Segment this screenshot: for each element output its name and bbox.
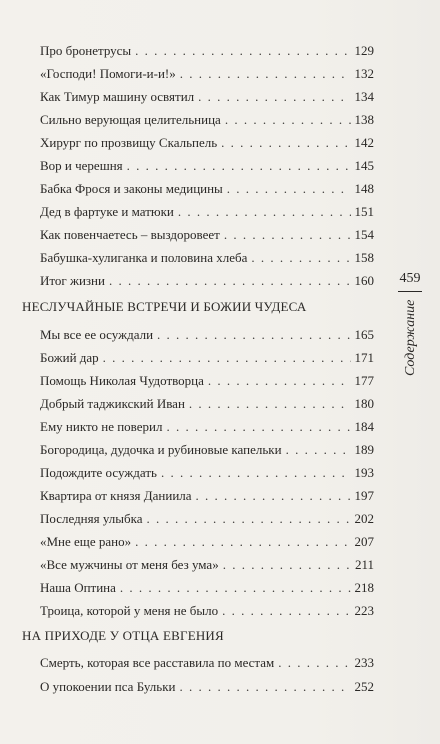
toc-entry[interactable]: [40, 600, 374, 622]
toc-entry[interactable]: [40, 416, 374, 438]
dot-leader: [251, 247, 350, 269]
entry-title: Ему никто не поверил: [40, 419, 163, 434]
entry-page: 218: [354, 580, 374, 595]
toc-entry[interactable]: [40, 485, 374, 507]
dot-leader: [198, 86, 350, 108]
toc-entry[interactable]: [40, 439, 374, 461]
dot-leader: [222, 600, 350, 622]
dot-leader: [135, 531, 350, 553]
section-heading: НА ПРИХОДЕ У ОТЦА ЕВГЕНИЯ: [22, 628, 224, 643]
entry-title: Подождите осуждать: [40, 465, 157, 480]
entry-page: 207: [354, 534, 374, 549]
dot-leader: [225, 109, 351, 131]
entry-page: 184: [354, 419, 374, 434]
entry-page: 145: [354, 158, 374, 173]
entry-page: 148: [354, 181, 374, 196]
toc-entry[interactable]: [40, 155, 374, 177]
entry-title: Помощь Николая Чудотворца: [40, 373, 204, 388]
entry-title: Сильно верующая целительница: [40, 112, 221, 127]
toc-entry[interactable]: [40, 652, 374, 674]
entry-page: 197: [354, 488, 374, 503]
entry-page: 134: [354, 89, 374, 104]
entry-title: Наша Оптина: [40, 580, 116, 595]
toc-entry[interactable]: [40, 508, 374, 530]
toc-entry[interactable]: [40, 63, 374, 85]
entry-title: Троица, которой у меня не было: [40, 603, 219, 618]
entry-page: 189: [354, 442, 374, 457]
dot-leader: [135, 40, 350, 62]
toc-entry[interactable]: [40, 178, 374, 200]
dot-leader: [127, 155, 351, 177]
entry-page: 165: [354, 327, 374, 342]
entry-page: 171: [354, 350, 374, 365]
entry-page: 202: [354, 511, 374, 526]
toc-entry[interactable]: [40, 201, 374, 223]
dot-leader: [227, 178, 351, 200]
entry-title: Смерть, которая все расставила по местам: [40, 655, 275, 670]
entry-page: 138: [354, 112, 374, 127]
entry-title: Мы все ее осуждали: [40, 327, 154, 342]
toc-entry[interactable]: [40, 370, 374, 392]
toc-entry[interactable]: [40, 324, 374, 346]
dot-leader: [224, 224, 351, 246]
dot-leader: [223, 554, 351, 576]
entry-title: Дед в фартуке и матюки: [40, 204, 174, 219]
entry-page: 252: [354, 679, 374, 694]
entry-page: 142: [354, 135, 374, 150]
dot-leader: [189, 393, 351, 415]
running-head: Содержание: [403, 300, 418, 377]
entry-page: 233: [354, 655, 374, 670]
dot-leader: [157, 324, 350, 346]
entry-title: Добрый таджикский Иван: [40, 396, 185, 411]
entry-title: Бабка Фрося и законы медицины: [40, 181, 223, 196]
toc-entry[interactable]: [40, 393, 374, 415]
toc-entry[interactable]: [40, 676, 374, 698]
toc-entry[interactable]: [40, 247, 374, 269]
entry-title: Квартира от князя Даниила: [40, 488, 192, 503]
toc-entry[interactable]: [40, 270, 374, 292]
page-number: 459: [398, 270, 422, 292]
dot-leader: [286, 439, 351, 461]
toc-entry[interactable]: [40, 554, 374, 576]
entry-title: Как повенчаетесь – выздоровеет: [40, 227, 220, 242]
entry-title: «Господи! Помоги-и-и!»: [40, 66, 176, 81]
entry-title: Богородица, дудочка и рубиновые капельки: [40, 442, 282, 457]
toc-entry[interactable]: [40, 462, 374, 484]
toc-entry[interactable]: [40, 109, 374, 131]
entry-page: 211: [354, 557, 374, 572]
dot-leader: [278, 652, 350, 674]
dot-leader: [180, 63, 351, 85]
entry-page: 177: [354, 373, 374, 388]
dot-leader: [208, 370, 351, 392]
entry-title: Про бронетрусы: [40, 43, 132, 58]
entry-page: 180: [354, 396, 374, 411]
dot-leader: [161, 462, 351, 484]
toc-entry[interactable]: [40, 40, 374, 62]
page-number-block: [398, 270, 422, 292]
entry-title: О упокоении пса Бульки: [40, 679, 176, 694]
dot-leader: [178, 201, 351, 223]
dot-leader: [221, 132, 350, 154]
entry-title: Последняя улыбка: [40, 511, 143, 526]
entry-page: 151: [354, 204, 374, 219]
entry-page: 223: [354, 603, 374, 618]
dot-leader: [147, 508, 351, 530]
entry-title: Вор и черешня: [40, 158, 123, 173]
dot-leader: [103, 347, 351, 369]
toc-entry[interactable]: [40, 224, 374, 246]
entry-title: Бабушка-хулиганка и половина хлеба: [40, 250, 248, 265]
dot-leader: [196, 485, 351, 507]
entry-page: 132: [354, 66, 374, 81]
toc-entry[interactable]: [40, 132, 374, 154]
toc-entry[interactable]: [40, 531, 374, 553]
entry-page: 129: [354, 43, 374, 58]
toc-entry[interactable]: [40, 577, 374, 599]
entry-page: 158: [354, 250, 374, 265]
entry-title: Как Тимур машину освятил: [40, 89, 195, 104]
toc-entry[interactable]: [40, 86, 374, 108]
entry-title: «Мне еще рано»: [40, 534, 132, 549]
entry-title: Божий дар: [40, 350, 99, 365]
dot-leader: [166, 416, 350, 438]
entry-title: Хирург по прозвищу Скальпель: [40, 135, 218, 150]
section-heading: НЕСЛУЧАЙНЫЕ ВСТРЕЧИ И БОЖИИ ЧУДЕСА: [22, 299, 307, 314]
entry-page: 160: [354, 273, 374, 288]
entry-title: Итог жизни: [40, 273, 105, 288]
entry-page: 154: [354, 227, 374, 242]
dot-leader: [179, 676, 350, 698]
toc-entry[interactable]: [40, 347, 374, 369]
entry-title: «Все мужчины от меня без ума»: [40, 557, 219, 572]
dot-leader: [109, 270, 351, 292]
entry-page: 193: [354, 465, 374, 480]
dot-leader: [120, 577, 351, 599]
